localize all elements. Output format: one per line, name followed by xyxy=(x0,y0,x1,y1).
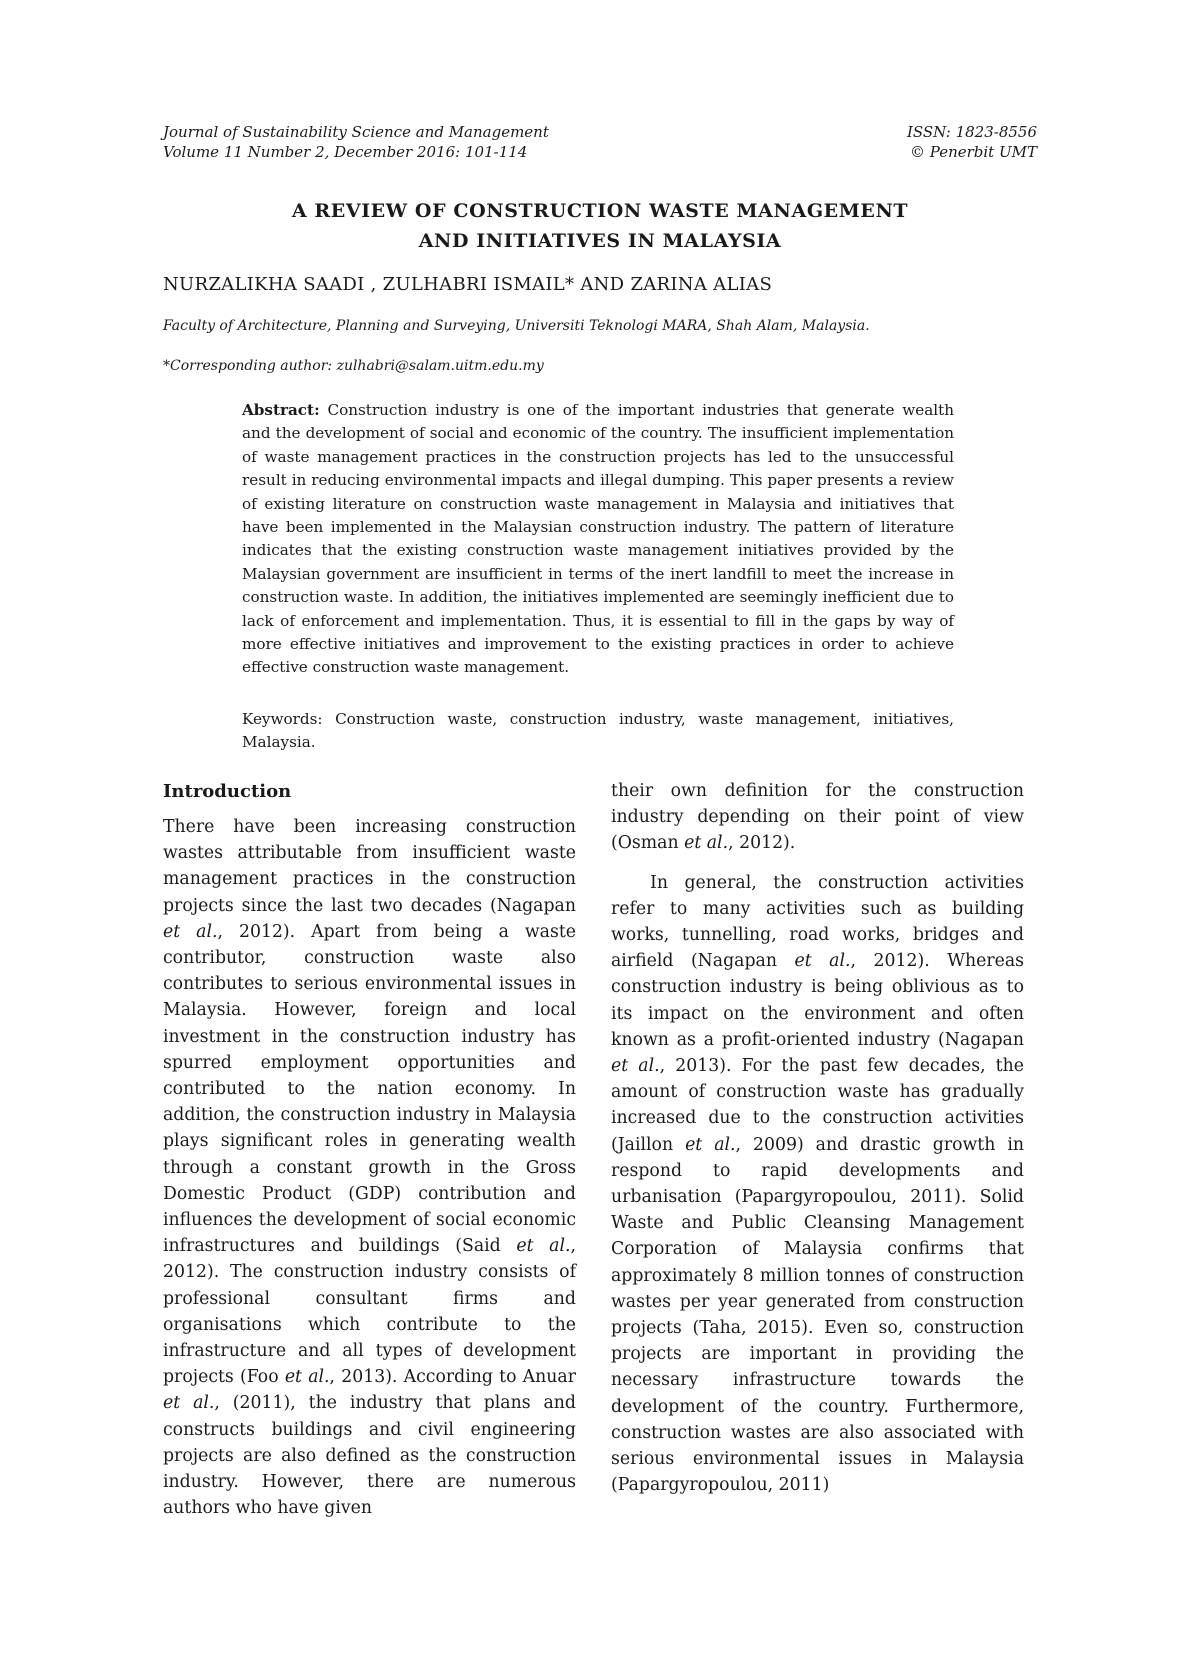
issn: ISSN: 1823-8556 xyxy=(906,123,1037,141)
publisher: © Penerbit UMT xyxy=(910,143,1037,161)
corresponding-author: *Corresponding author: zulhabri@salam.uitm.edu.my xyxy=(163,358,544,374)
intro-paragraph-1-continued: their own definition for the construction industry depending on their point of view (Osman et al., 2012). xyxy=(611,781,1024,854)
keywords: Keywords: Construction waste, construction industry, waste management, initiatives, Malaysia. xyxy=(242,710,954,752)
paper-title xyxy=(163,196,1037,256)
title-line-1: A REVIEW OF CONSTRUCTION WASTE MANAGEMENT xyxy=(291,200,909,222)
affiliation: Faculty of Architecture, Planning and Surveying, Universiti Teknologi MARA, Shah Alam, Malaysia. xyxy=(163,318,870,334)
column-right xyxy=(611,778,1024,1498)
authors: NURZALIKHA SAADI , ZULHABRI ISMAIL* AND ZARINA ALIAS xyxy=(163,274,773,295)
column-left xyxy=(163,778,576,1521)
intro-paragraph-2: In general, the construction activities refer to many activities such as building works, tunnelling, road works, bridges and airfield (Nagapan et al., 2012). Whereas construction industry is being oblivious as to its impact on the environment and often known as a profit-oriented industry (Nagapan et al., 2013). For the past few decades, the amount of construction waste has gradually increased due to the construction activities (Jaillon et al., 2009) and drastic growth in respond to rapid developments and urbanisation (Papargyropoulou, 2011). Solid Waste and Public Cleansing Management Corporation of Malaysia confirms that approximately 8 million tonnes of construction wastes per year generated from construction projects (Taha, 2015). Even so, construction projects are important in providing the necessary infrastructure towards the development of the country. Furthermore, construction wastes are also associated with serious environmental issues in Malaysia (Papargyropoulou, 2011) xyxy=(611,872,1024,1496)
journal-name: Journal of Sustainability Science and Management xyxy=(163,123,549,141)
journal-volume: Volume 11 Number 2, December 2016: 101-114 xyxy=(163,143,528,161)
abstract-label: Abstract: xyxy=(242,401,320,419)
title-line-2: AND INITIATIVES IN MALAYSIA xyxy=(418,230,782,252)
abstract xyxy=(242,399,954,680)
issn-block xyxy=(907,122,1037,162)
intro-paragraph-1: There have been increasing construction wastes attributable from insufficient waste management practices in the construction projects since the last two decades (Nagapan et al., 2012). Apart from being a waste contributor, construction waste also contributes to serious environmental issues in Malaysia. However, foreign and local investment in the construction industry has spurred employment opportunities and contributed to the nation economy. In addition, the construction industry in Malaysia plays significant roles in generating wealth through a constant growth in the Gross Domestic Product (GDP) contribution and influences the development of social economic infrastructures and buildings (Said et al., 2012). The construction industry consists of professional consultant firms and organisations which contribute to the infrastructure and all types of development projects (Foo et al., 2013). According to Anuar et al., (2011), the industry that plans and constructs buildings and civil engineering projects are also defined as the construction industry. However, there are numerous authors who have given xyxy=(163,817,576,1519)
abstract-text: Construction industry is one of the important industries that generate wealth and the development of social and economic of the country. The insufficient implementation of waste management practices in the construction projects has led to the unsuccessful result in reducing environmental impacts and illegal dumping. This paper presents a review of existing literature on construction waste management in Malaysia and initiatives that have been implemented in the Malaysian construction industry. The pattern of literature indicates that the existing construction waste management initiatives provided by the Malaysian government are insufficient in terms of the inert landfill to meet the increase in construction waste. In addition, the initiatives implemented are seemingly inefficient due to lack of enforcement and implementation. Thus, it is essential to fill in the gaps by way of more effective initiatives and improvement to the existing practices in order to achieve effective construction waste management. xyxy=(242,401,955,677)
section-heading-introduction: Introduction xyxy=(163,781,292,802)
journal-header xyxy=(163,122,549,162)
